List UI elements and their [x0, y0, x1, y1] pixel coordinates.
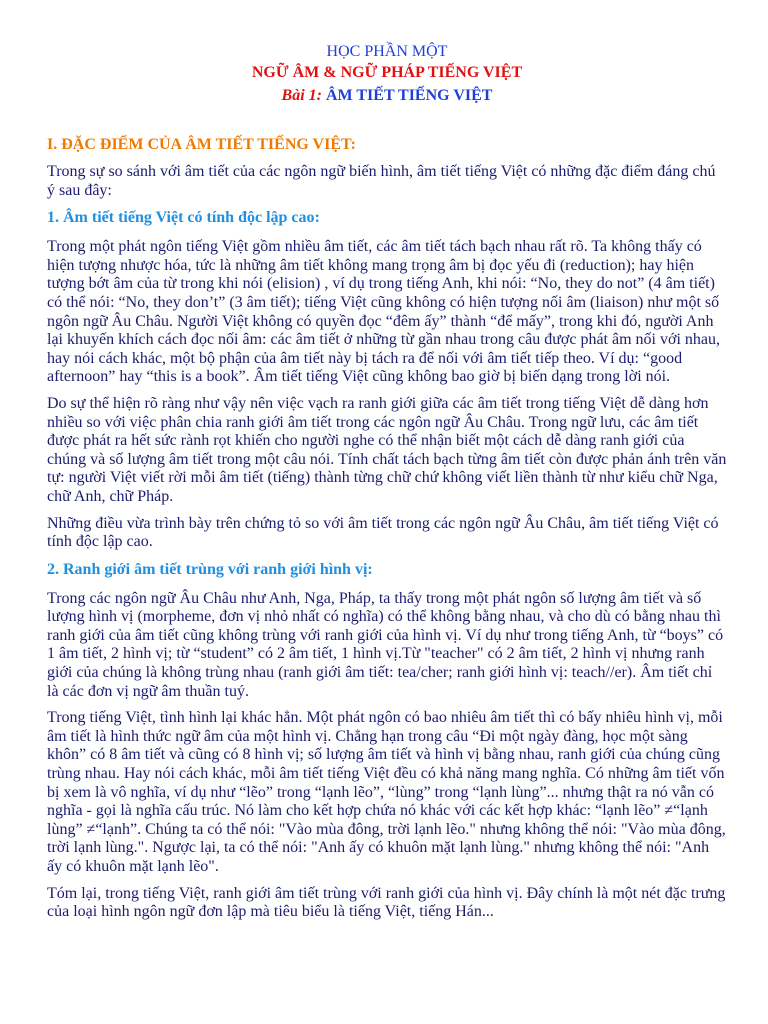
paragraph: Trong một phát ngôn tiếng Việt gồm nhiều âm tiết, các âm tiết tách bạch nhau rất rõ. Ta không thấy có hiện tượng nhược hóa, tức là những âm tiết không mang trọng âm bị đọc yếu đi (reduction); hay hiện tượng bớt âm của từ trong khi nói (elision) , ví dụ trong tiếng Anh, khi nói: “No, they do not” (4 âm tiết) có thể nói: “No, they don’t” (3 âm tiết); tiếng Việt cũng không có hiện tượng nối âm (liaison) như một số ngôn ngữ Âu Châu. Người Việt không có quyền đọc “đêm ấy” thành “để mấy”, trong khi đó, người Anh lại khuyến khích cách đọc nối âm: các âm tiết ở những từ gần nhau trong câu được phát âm nối với nhau, hay nói cách khác, một bộ phận của âm tiết này bị tách ra để nối với âm tiết tiếp theo. Ví dụ: “good afternoon” hay “this is a book”. Âm tiết tiếng Việt cũng không bao giờ bị biến dạng trong lời nói.: [47, 238, 720, 386]
paragraph: Những điều vừa trình bày trên chứng tỏ so với âm tiết trong các ngôn ngữ Âu Châu, âm tiết tiếng Việt có tính độc lập cao.: [47, 514, 719, 551]
subsection-2-title: 2. Ranh giới âm tiết trùng với ranh giới hình vị:: [47, 560, 373, 578]
document-header: [47, 42, 727, 108]
lesson-heading: [47, 84, 727, 108]
paragraph: Tóm lại, trong tiếng Việt, ranh giới âm tiết trùng với ranh giới của hình vị. Đây chính là một nét đặc trưng của loại hình ngôn ngữ đơn lập mà tiêu biểu là tiếng Việt, tiếng Hán...: [47, 884, 726, 921]
paragraph: Do sự thể hiện rõ ràng như vậy nên việc vạch ra ranh giới giữa các âm tiết trong tiếng Việt dễ dàng hơn nhiều so với việc phân chia ranh giới âm tiết trong các ngôn ngữ Âu Châu. Trong ngữ lưu, các âm tiết được phát ra hết sức rành rọt khiến cho người nghe có thể nhận biết một cách dễ dàng ranh giới của chúng và số lượng âm tiết trong một câu nói. Tính chất tách bạch từng âm tiết còn được phản ánh trên văn tự: người Việt viết rời mỗi âm tiết (tiếng) thành từng chữ chứ không viết liền thành từ như kiểu chữ Nga, chữ Anh, chữ Pháp.: [47, 394, 727, 505]
section-title: I. ĐẶC ĐIỂM CỦA ÂM TIẾT TIẾNG VIỆT:: [47, 136, 356, 153]
course-title: HỌC PHẦN MỘT: [326, 43, 448, 60]
lesson-title: ÂM TIẾT TIẾNG VIỆT: [326, 87, 493, 104]
subsection-1-title: 1. Âm tiết tiếng Việt có tính độc lập cao:: [47, 209, 320, 227]
section-intro: Trong sự so sánh với âm tiết của các ngôn ngữ biến hình, âm tiết tiếng Việt có những đặc điểm đáng chú ý sau đây:: [47, 163, 716, 199]
lesson-number: Bài 1:: [281, 87, 322, 104]
subject-title: NGỮ ÂM & NGỮ PHÁP TIẾNG VIỆT: [251, 64, 523, 81]
paragraph: Trong tiếng Việt, tình hình lại khác hẳn. Một phát ngôn có bao nhiêu âm tiết thì có bấy nhiêu hình vị, mỗi âm tiết là hình thức ngữ âm của một hình vị. Chẳng hạn trong câu “Đi một ngày đàng, học một sàng khôn” có 8 âm tiết và cũng có 8 hình vị; số lượng âm tiết và hình vị bằng nhau, ranh giới của chúng cũng trùng nhau. Hay nói cách khác, mỗi âm tiết tiếng Việt đều có khả năng mang nghĩa. Có những âm tiết vốn bị xem là vô nghĩa, ví dụ như “lẽo” trong “lạnh lẽo”, “lùng” trong “lạnh lùng”... nhưng thật ra nó vẫn có nghĩa - gọi là nghĩa cấu trúc. Nó làm cho kết hợp chứa nó khác với các kết hợp khác: “lạnh lẽo” ≠“lạnh lùng” ≠“lạnh”. Chúng ta có thể nói: "Vào mùa đông, trời lạnh lẽo." nhưng không thể nói: "Vào mùa đông, trời lạnh lùng.". Ngược lại, ta có thể nói: "Anh ấy có khuôn mặt lạnh lùng." nhưng không thể nói: "Anh ấy có khuôn mặt lạnh lẽo".: [47, 709, 726, 875]
paragraph: Trong các ngôn ngữ Âu Châu như Anh, Nga, Pháp, ta thấy trong một phát ngôn số lượng âm tiết và số lượng hình vị (morpheme, đơn vị nhỏ nhất có nghĩa) có thể không bằng nhau, và cho dù có bằng nhau thì ranh giới của âm tiết cũng không trùng với ranh giới của hình vị. Ví dụ như trong tiếng Anh, từ “boys” có 1 âm tiết, 2 hình vị; từ “student” có 2 âm tiết, 1 hình vị.Từ "teacher" có 2 âm tiết, 2 hình vị nhưng ranh giới của chúng là không trùng nhau (ranh giới âm tiết: tea/cher; ranh giới hình vị: teach//er). Âm tiết chỉ là các đơn vị ngữ âm thuần tuý.: [47, 589, 724, 700]
document-page: [47, 42, 727, 930]
